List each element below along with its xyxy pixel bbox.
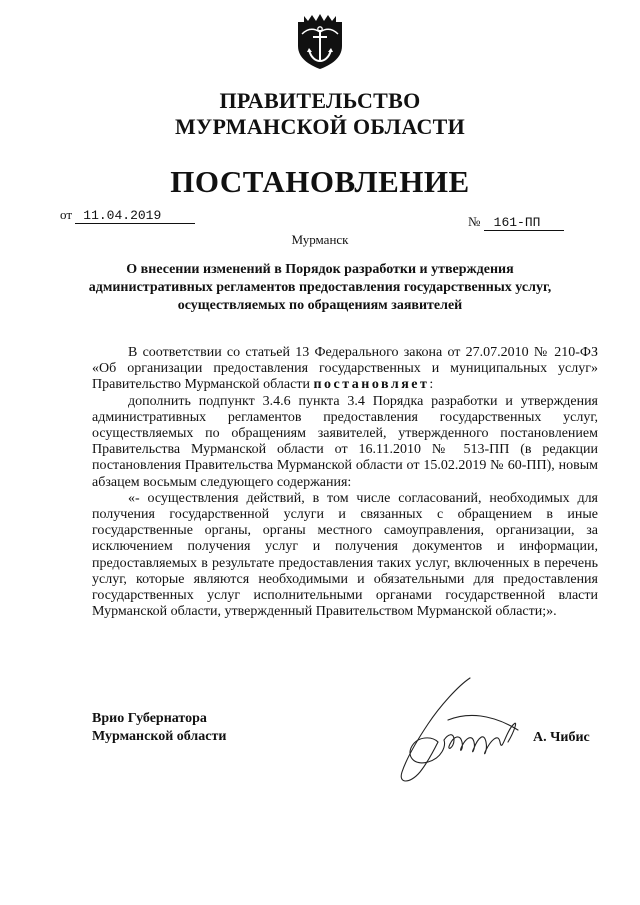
document-subject [80,261,560,315]
signer-position [92,710,226,746]
date-prefix: от [60,207,73,222]
document-type-title: ПОСТАНОВЛЕНИЕ [170,164,470,199]
signer-position-line1: Врио Губернатора [92,711,207,726]
subject-line3: осуществляемых по обращениям заявителей [177,298,463,313]
signer-position-line2: Мурманской области [92,729,227,744]
document-date [60,207,195,224]
number-value: 161-ПП [484,216,564,231]
government-name-line1: ПРАВИТЕЛЬСТВО [219,88,421,113]
signer-name: А. Чибис [533,730,590,745]
date-value: 11.04.2019 [75,209,195,224]
subject-line2: административных регламентов предоставления государственных услуг, [88,280,552,295]
paragraph-1-end: : [429,377,434,393]
body-paragraph-1 [92,345,598,394]
handwritten-signature [388,672,538,794]
body-paragraph-3: «- осуществления действий, в том числе согласований, необходимых для получения государственной услуги и связанных с обращением в иные государственные органы, органы местного самоуправления, организации, за исключением получения услуг и получения документов и информации, предоставляемых в результате предоставления таких услуг, включенных в перечень услуг, которые являются необходимыми и обязательными для предоставления государственных услуг исполнительными органами государственной власти Мурманской области, утвержденный Правительством Мурманской области;». [92,490,598,620]
document-body [92,345,598,620]
document-number [468,214,564,231]
government-name-line2: МУРМАНСКОЙ ОБЛАСТИ [174,114,466,139]
resolution-verb: постановляет [313,377,430,393]
number-prefix: № [468,214,481,229]
paragraph-1-text: В соответствии со статьей 13 Федерального закона от 27.07.2010 № 210-ФЗ «Об организации предоставления государственных и муниципальных услуг» Правительство Мурманской области [92,345,598,393]
subject-line1: О внесении изменений в Порядок разработки и утверждения [126,262,514,277]
coat-of-arms-icon [294,12,346,70]
body-paragraph-2: дополнить подпункт 3.4.6 пункта 3.4 Порядка разработки и утверждения административных регламентов предоставления государственных услуг, осуществляемых по обращениям заявителей, утвержденного постановлением Правительства Мурманской области от 16.11.2010 № 513-ПП (в редакции постановления Правительства Мурманской области от 15.02.2019 № 60-ПП), новым абзацем восьмым следующего содержания: [92,393,598,490]
document-city: Мурманск [291,232,349,247]
